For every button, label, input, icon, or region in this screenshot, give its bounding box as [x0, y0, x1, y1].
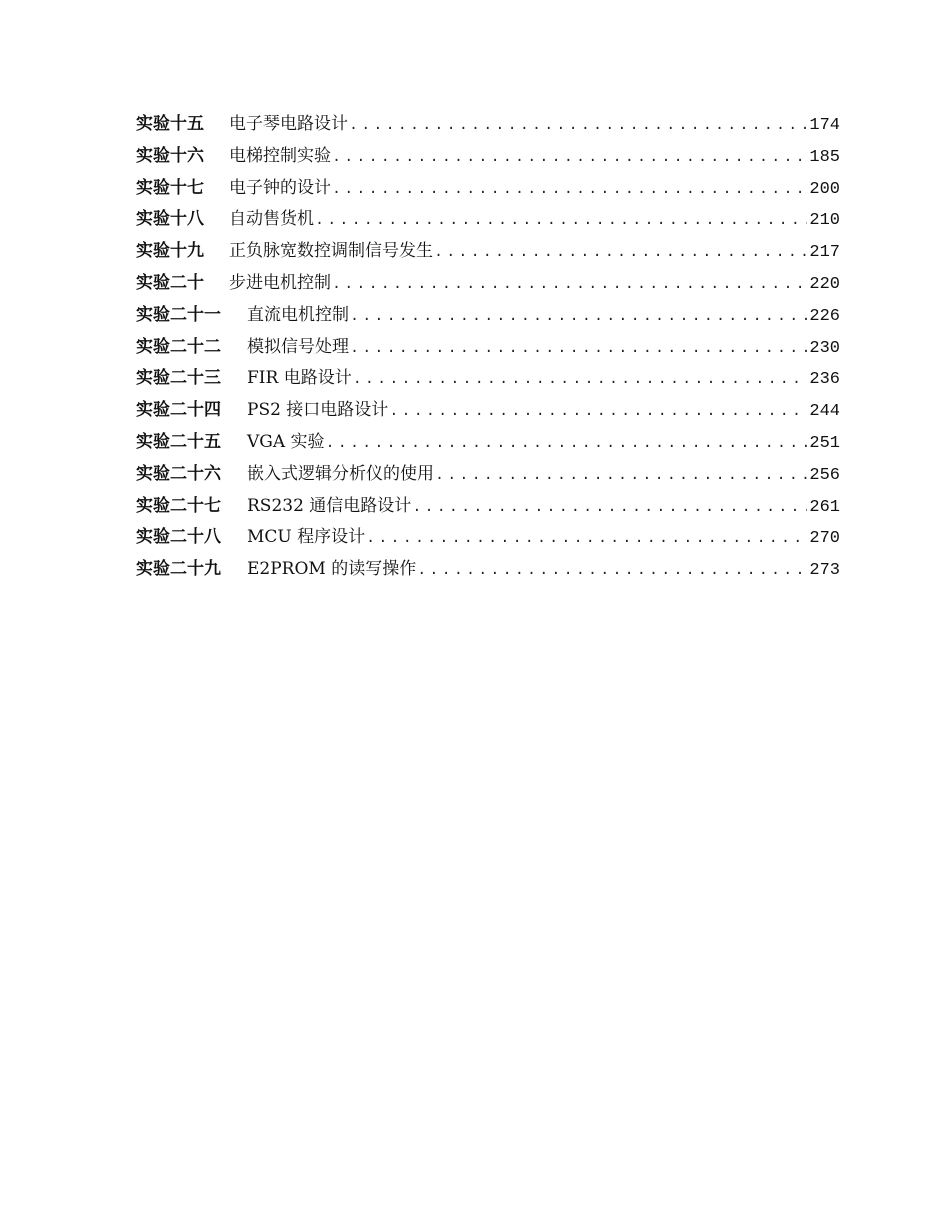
toc-entry-page-number: 261	[809, 497, 840, 517]
toc-entry-label: 实验二十八	[136, 527, 221, 548]
toc-entry-label: 实验二十七	[136, 495, 221, 516]
toc-entry-title: RS232 通信电路设计	[247, 495, 412, 516]
toc-entry-page-number: 200	[809, 179, 840, 199]
toc-dot-leader	[434, 244, 807, 261]
toc-entry-page-number: 256	[809, 465, 840, 485]
toc-entry[interactable]	[136, 554, 840, 586]
toc-dot-leader	[435, 467, 807, 484]
toc-entry-page-number: 226	[809, 306, 840, 326]
toc-entry[interactable]	[136, 459, 840, 491]
toc-dot-leader	[326, 435, 808, 452]
toc-dot-leader	[332, 149, 807, 166]
toc-entry-label: 实验二十二	[136, 336, 221, 357]
toc-entry-label: 实验二十五	[136, 431, 221, 452]
toc-entry-label: 实验二十三	[136, 368, 221, 389]
toc-entry-page-number: 244	[809, 402, 840, 422]
toc-entry-page-number: 217	[809, 243, 840, 263]
toc-entry-title: 自动售货机	[229, 209, 314, 230]
toc-entry-page-number: 185	[809, 147, 840, 167]
toc-dot-leader	[332, 276, 807, 293]
toc-entry[interactable]	[136, 363, 840, 395]
toc-entry[interactable]	[136, 141, 840, 173]
toc-entry-page-number: 210	[809, 211, 840, 231]
toc-entry[interactable]	[136, 395, 840, 427]
toc-entry-label: 实验二十	[136, 272, 204, 293]
toc-entry-title: FIR 电路设计	[247, 368, 352, 389]
toc-entry-title: MCU 程序设计	[247, 527, 366, 548]
toc-entry-label: 实验十六	[136, 145, 204, 166]
toc-entry[interactable]	[136, 522, 840, 554]
toc-dot-leader	[417, 562, 807, 579]
toc-entry-title: 模拟信号处理	[247, 336, 349, 357]
toc-entry-label: 实验十五	[136, 114, 204, 134]
toc-entry[interactable]	[136, 491, 840, 523]
toc-entry-page-number: 251	[809, 433, 840, 453]
toc-dot-leader	[389, 403, 807, 420]
toc-dot-leader	[332, 181, 807, 198]
toc-entry-title: VGA 实验	[247, 431, 325, 452]
toc-entry-title: 步进电机控制	[229, 272, 331, 293]
toc-dot-leader	[350, 340, 807, 357]
toc-entry-title: 电子钟的设计	[229, 177, 331, 198]
toc-entry-page-number: 220	[809, 274, 840, 294]
toc-entry[interactable]	[136, 427, 840, 459]
toc-entry[interactable]	[136, 236, 840, 268]
toc-entry[interactable]	[136, 332, 840, 364]
toc-entry-label: 实验十七	[136, 177, 204, 198]
toc-dot-leader	[349, 117, 807, 134]
toc-entry-label: 实验十八	[136, 209, 204, 230]
toc-entry[interactable]	[136, 109, 840, 141]
toc-entry-page-number: 236	[809, 370, 840, 390]
toc-entry[interactable]	[136, 173, 840, 205]
toc-entry-label: 实验二十九	[136, 559, 221, 580]
toc-entry[interactable]	[136, 300, 840, 332]
toc-dot-leader	[350, 308, 807, 325]
toc-entry-page-number: 273	[809, 561, 840, 581]
toc-entry-title: 电梯控制实验	[229, 145, 331, 166]
toc-entry-page-number: 174	[809, 116, 840, 135]
toc-entry-page-number: 270	[809, 529, 840, 549]
toc-entry-title: 电子琴电路设计	[229, 114, 348, 134]
toc-entry-title: 正负脉宽数控调制信号发生	[229, 241, 433, 262]
toc-entry-title: 嵌入式逻辑分析仪的使用	[247, 463, 434, 484]
toc-entry-title: PS2 接口电路设计	[247, 400, 389, 421]
toc-entry-label: 实验二十一	[136, 304, 221, 325]
toc-entry[interactable]	[136, 268, 840, 300]
toc-dot-leader	[353, 371, 808, 388]
toc-entry-label: 实验二十六	[136, 463, 221, 484]
toc-dot-leader	[366, 530, 807, 547]
toc-entry-label: 实验十九	[136, 241, 204, 262]
toc-entry[interactable]	[136, 204, 840, 236]
toc-entry-label: 实验二十四	[136, 400, 221, 421]
toc-entry-title: E2PROM 的读写操作	[247, 559, 417, 580]
toc-entry-title: 直流电机控制	[247, 304, 349, 325]
table-of-contents	[136, 109, 840, 586]
toc-entry-page-number: 230	[809, 338, 840, 358]
toc-dot-leader	[412, 499, 807, 516]
toc-dot-leader	[315, 212, 807, 229]
